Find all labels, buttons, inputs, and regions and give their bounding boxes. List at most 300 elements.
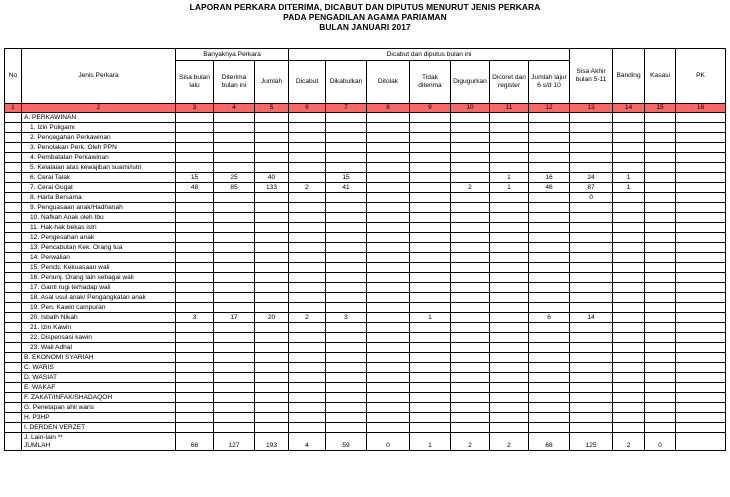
row-no — [5, 123, 22, 133]
row-value — [367, 423, 410, 433]
row-label: 7. Cerai Gugat — [22, 183, 176, 193]
row-value — [490, 343, 529, 353]
row-value — [451, 283, 490, 293]
row-label: 21. Izin Kawin — [22, 323, 176, 333]
row-value — [176, 373, 214, 383]
row-value — [214, 213, 255, 223]
row-value — [367, 303, 410, 313]
row-value — [529, 233, 570, 243]
row-no — [5, 203, 22, 213]
row-value — [529, 303, 570, 313]
row-value — [367, 273, 410, 283]
table-row — [5, 313, 726, 323]
row-value — [529, 293, 570, 303]
column-number: 13 — [570, 104, 613, 113]
table-row — [5, 143, 726, 153]
row-value — [529, 193, 570, 203]
row-value: 17 — [214, 313, 255, 323]
column-number: 1 — [5, 104, 22, 113]
row-value — [214, 373, 255, 383]
row-value: 2 — [289, 183, 326, 193]
row-value — [676, 213, 726, 223]
row-value — [613, 373, 645, 383]
row-no — [5, 283, 22, 293]
row-value: 15 — [176, 173, 214, 183]
row-value — [451, 273, 490, 283]
row-no — [5, 183, 22, 193]
row-value — [570, 153, 613, 163]
total-value: 0 — [645, 433, 676, 451]
row-value — [451, 303, 490, 313]
row-value — [451, 173, 490, 183]
row-value — [645, 173, 676, 183]
row-value — [613, 263, 645, 273]
row-value — [326, 353, 367, 363]
row-value — [326, 343, 367, 353]
row-value — [289, 393, 326, 403]
row-no — [5, 293, 22, 303]
row-value — [176, 383, 214, 393]
row-value — [410, 203, 451, 213]
row-value: 133 — [255, 183, 289, 193]
row-value — [255, 263, 289, 273]
row-value — [255, 413, 289, 423]
row-value — [255, 293, 289, 303]
total-value: 125 — [570, 433, 613, 451]
column-number: 3 — [176, 104, 214, 113]
total-value: 4 — [289, 433, 326, 451]
row-value — [676, 153, 726, 163]
row-value — [214, 193, 255, 203]
row-value — [451, 223, 490, 233]
row-value — [676, 323, 726, 333]
row-label: 10. Nafkah Anak oleh Ibu — [22, 213, 176, 223]
row-value — [367, 363, 410, 373]
row-value — [214, 403, 255, 413]
header-tidak-diterima: Tidak diterima — [410, 61, 451, 104]
row-value — [367, 293, 410, 303]
row-value — [176, 413, 214, 423]
report-title: LAPORAN PERKARA DITERIMA, DICABUT DAN DIPUTUS MENURUT JENIS PERKARA — [189, 2, 541, 12]
column-number: 9 — [410, 104, 451, 113]
row-value — [214, 303, 255, 313]
row-value — [255, 323, 289, 333]
row-value — [676, 233, 726, 243]
row-value: 1 — [490, 183, 529, 193]
row-value — [326, 383, 367, 393]
row-value — [214, 283, 255, 293]
row-value: 1 — [613, 183, 645, 193]
row-value — [613, 153, 645, 163]
row-value — [645, 113, 676, 123]
total-value — [676, 433, 726, 451]
row-value — [451, 203, 490, 213]
row-value — [570, 323, 613, 333]
row-value — [676, 253, 726, 263]
row-no — [5, 363, 22, 373]
row-value — [613, 293, 645, 303]
row-value — [570, 303, 613, 313]
row-value — [645, 283, 676, 293]
row-no — [5, 393, 22, 403]
row-value — [570, 283, 613, 293]
row-value — [529, 133, 570, 143]
row-value — [176, 403, 214, 413]
row-value — [570, 133, 613, 143]
row-value — [367, 333, 410, 343]
header-no: No — [5, 49, 22, 104]
row-value — [570, 143, 613, 153]
row-value — [613, 233, 645, 243]
row-value — [570, 413, 613, 423]
row-value — [645, 223, 676, 233]
total-value: 0 — [367, 433, 410, 451]
header-jumlah: Jumlah — [255, 61, 289, 104]
row-value — [289, 413, 326, 423]
row-value — [367, 113, 410, 123]
row-value — [645, 143, 676, 153]
row-value — [214, 423, 255, 433]
row-value — [176, 323, 214, 333]
row-value — [490, 133, 529, 143]
row-value — [451, 153, 490, 163]
row-value: 20 — [255, 313, 289, 323]
row-value — [490, 363, 529, 373]
row-value — [326, 403, 367, 413]
row-value — [367, 183, 410, 193]
row-value — [613, 193, 645, 203]
column-number: 6 — [289, 104, 326, 113]
row-value — [529, 413, 570, 423]
row-value — [490, 213, 529, 223]
row-value — [676, 393, 726, 403]
row-value — [490, 243, 529, 253]
row-value — [214, 383, 255, 393]
row-value — [529, 253, 570, 263]
row-value — [176, 293, 214, 303]
row-value — [529, 333, 570, 343]
row-no — [5, 153, 22, 163]
row-value — [645, 313, 676, 323]
row-value — [176, 423, 214, 433]
row-value — [326, 193, 367, 203]
row-value — [326, 153, 367, 163]
row-value — [326, 423, 367, 433]
row-value — [176, 243, 214, 253]
row-value — [255, 163, 289, 173]
row-value — [645, 423, 676, 433]
row-value — [289, 333, 326, 343]
row-value — [214, 333, 255, 343]
row-no — [5, 373, 22, 383]
row-value — [529, 213, 570, 223]
row-value — [529, 423, 570, 433]
row-value — [289, 303, 326, 313]
row-label: B. EKONOMI SYARIAH — [22, 353, 176, 363]
row-value: 6 — [529, 313, 570, 323]
row-value — [255, 283, 289, 293]
row-value — [176, 273, 214, 283]
row-value — [410, 393, 451, 403]
row-value — [326, 123, 367, 133]
row-value — [214, 113, 255, 123]
row-value — [613, 223, 645, 233]
row-value — [214, 353, 255, 363]
row-value — [490, 273, 529, 283]
row-value — [490, 393, 529, 403]
table-row — [5, 123, 726, 133]
column-number: 12 — [529, 104, 570, 113]
row-value — [214, 263, 255, 273]
row-value — [367, 213, 410, 223]
row-value: 3 — [326, 313, 367, 323]
table-row — [5, 283, 726, 293]
row-value — [289, 153, 326, 163]
row-value — [529, 263, 570, 273]
row-label: 23. Wali Adhal — [22, 343, 176, 353]
row-value — [410, 193, 451, 203]
row-value: 14 — [570, 313, 613, 323]
row-value — [645, 263, 676, 273]
column-number: 16 — [676, 104, 726, 113]
row-value — [529, 143, 570, 153]
header-dikabulkan: Dikabulkan — [326, 61, 367, 104]
row-value — [645, 193, 676, 203]
row-value — [410, 273, 451, 283]
row-value — [410, 113, 451, 123]
row-value — [410, 183, 451, 193]
header-pk: PK — [676, 49, 726, 104]
row-value — [255, 113, 289, 123]
row-label: 2. Pencegahan Perkawinan — [22, 133, 176, 143]
row-label: 17. Ganti rugi terhadap wali — [22, 283, 176, 293]
table-row — [5, 173, 726, 183]
row-value — [613, 123, 645, 133]
row-value — [176, 113, 214, 123]
row-value — [326, 363, 367, 373]
row-label: 1. Izin Poligami — [22, 123, 176, 133]
row-value — [367, 353, 410, 363]
row-value — [410, 223, 451, 233]
row-value — [570, 333, 613, 343]
row-value — [570, 383, 613, 393]
row-value — [613, 323, 645, 333]
header-jumlah-lajur: Jumlah lajur 6 s/d 10 — [529, 61, 570, 104]
table-row — [5, 323, 726, 333]
row-value — [529, 283, 570, 293]
table-row — [5, 153, 726, 163]
row-value — [676, 383, 726, 393]
row-value — [289, 213, 326, 223]
row-value — [214, 393, 255, 403]
row-value — [289, 373, 326, 383]
row-value — [289, 323, 326, 333]
row-value — [613, 273, 645, 283]
row-value — [214, 223, 255, 233]
row-label: 18. Asal usul anak/ Pengangkatan anak — [22, 293, 176, 303]
table-row — [5, 213, 726, 223]
row-value — [289, 163, 326, 173]
row-value — [176, 163, 214, 173]
total-value: 2 — [490, 433, 529, 451]
row-value — [289, 123, 326, 133]
table-row — [5, 223, 726, 233]
row-value — [451, 343, 490, 353]
header-dicoret: Dicoret dari register — [490, 61, 529, 104]
row-value — [214, 293, 255, 303]
row-value — [410, 173, 451, 183]
table-row — [5, 273, 726, 283]
row-value — [490, 293, 529, 303]
row-value — [367, 163, 410, 173]
row-no — [5, 263, 22, 273]
header-banding: Banding — [613, 49, 645, 104]
row-no — [5, 223, 22, 233]
row-no — [5, 383, 22, 393]
row-value — [613, 113, 645, 123]
row-value — [676, 423, 726, 433]
row-value — [645, 363, 676, 373]
row-value — [214, 233, 255, 243]
row-value — [529, 403, 570, 413]
row-value — [410, 283, 451, 293]
row-value — [676, 113, 726, 123]
row-value — [410, 373, 451, 383]
row-value — [676, 363, 726, 373]
row-value — [451, 333, 490, 343]
row-value — [676, 243, 726, 253]
row-value — [645, 133, 676, 143]
row-value — [645, 233, 676, 243]
row-value — [490, 383, 529, 393]
row-value — [326, 113, 367, 123]
total-value: 68 — [529, 433, 570, 451]
row-value — [529, 353, 570, 363]
row-value — [613, 133, 645, 143]
row-value: 0 — [570, 193, 613, 203]
row-value — [367, 143, 410, 153]
table-row — [5, 333, 726, 343]
row-value: 2 — [451, 183, 490, 193]
row-value — [410, 293, 451, 303]
row-value — [289, 383, 326, 393]
row-value — [451, 363, 490, 373]
row-value — [289, 253, 326, 263]
row-value — [176, 263, 214, 273]
row-value — [451, 373, 490, 383]
row-value — [451, 133, 490, 143]
row-value — [367, 283, 410, 293]
row-value: 1 — [490, 173, 529, 183]
row-value — [570, 213, 613, 223]
row-value — [410, 413, 451, 423]
row-value — [326, 283, 367, 293]
row-value — [490, 403, 529, 413]
row-value — [613, 353, 645, 363]
row-value — [255, 363, 289, 373]
header-ditolak: Ditolak — [367, 61, 410, 104]
report-table — [4, 48, 726, 451]
table-row — [5, 203, 726, 213]
row-no — [5, 133, 22, 143]
row-value — [529, 323, 570, 333]
row-value — [676, 193, 726, 203]
row-value — [645, 213, 676, 223]
column-number: 11 — [490, 104, 529, 113]
total-row — [5, 433, 726, 451]
row-value — [529, 203, 570, 213]
table-row — [5, 413, 726, 423]
column-number: 14 — [613, 104, 645, 113]
row-value — [645, 123, 676, 133]
row-value — [490, 413, 529, 423]
row-value — [289, 363, 326, 373]
row-value — [490, 283, 529, 293]
row-value — [255, 123, 289, 133]
row-value — [176, 233, 214, 243]
row-value — [326, 293, 367, 303]
row-value: 16 — [529, 173, 570, 183]
row-value — [176, 343, 214, 353]
row-no — [5, 403, 22, 413]
row-value — [613, 393, 645, 403]
row-value — [676, 303, 726, 313]
row-value — [214, 143, 255, 153]
row-value — [214, 203, 255, 213]
row-value — [529, 393, 570, 403]
row-value — [410, 403, 451, 413]
row-label: 11. Hak-hak bekas istri — [22, 223, 176, 233]
row-value — [645, 293, 676, 303]
row-value — [289, 233, 326, 243]
row-value — [613, 303, 645, 313]
row-value — [451, 243, 490, 253]
row-value — [570, 373, 613, 383]
row-value — [676, 333, 726, 343]
row-value — [645, 163, 676, 173]
row-value — [289, 113, 326, 123]
row-value — [214, 253, 255, 263]
row-value — [176, 283, 214, 293]
row-value — [451, 113, 490, 123]
row-value — [451, 323, 490, 333]
row-value — [490, 143, 529, 153]
column-number: 15 — [645, 104, 676, 113]
header-diterima: Diterima bulan ini — [214, 61, 255, 104]
row-value — [645, 373, 676, 383]
column-number-row — [5, 104, 726, 113]
row-value — [451, 423, 490, 433]
row-value — [176, 133, 214, 143]
row-value — [645, 243, 676, 253]
row-value — [367, 123, 410, 133]
row-value — [451, 163, 490, 173]
table-row — [5, 383, 726, 393]
row-value — [367, 343, 410, 353]
row-value — [255, 303, 289, 313]
row-value — [676, 123, 726, 133]
row-value — [410, 343, 451, 353]
row-label: 8. Harta Bersama — [22, 193, 176, 203]
row-label: E. WAKAF — [22, 383, 176, 393]
row-value — [255, 333, 289, 343]
row-value — [645, 413, 676, 423]
row-value — [326, 273, 367, 283]
row-value — [289, 403, 326, 413]
column-number: 4 — [214, 104, 255, 113]
row-value — [255, 133, 289, 143]
row-value — [613, 333, 645, 343]
